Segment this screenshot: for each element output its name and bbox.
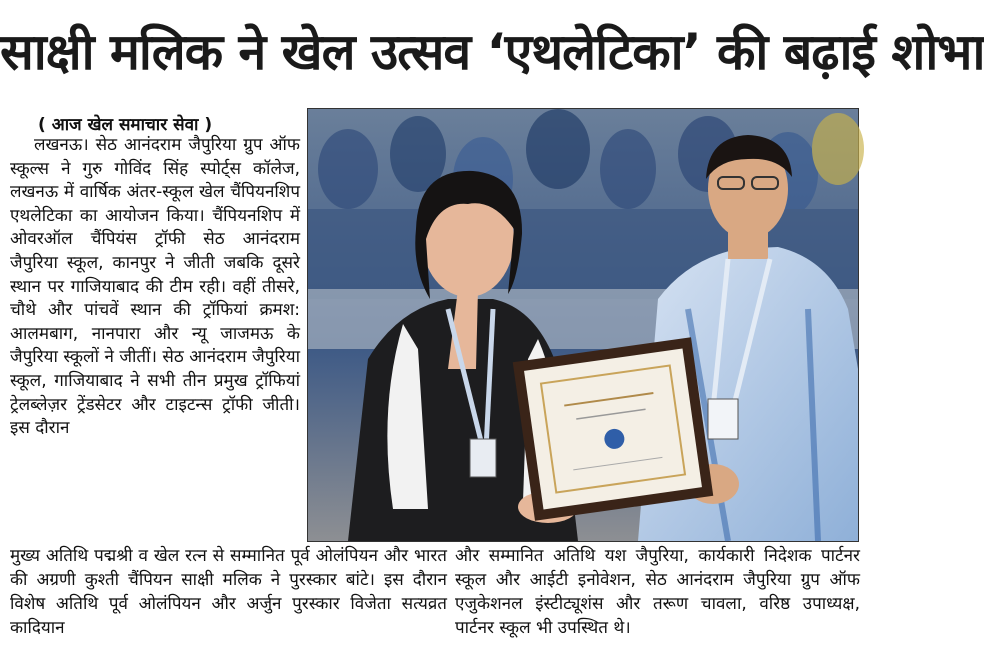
article-column-bottom-right: [455, 544, 860, 640]
article-paragraph: मुख्य अतिथि पद्मश्री व खेल रत्न से सम्मानित पूर्व ओलंपियन और भारत की अग्रणी कुश्ती चैंपियन साक्षी मलिक ने पुरस्कार बांटे। इस दौरान विशेष अतिथि पूर्व ओलंपियन और अर्जुन पुरस्कार विजेता सत्यव्रत कादियान: [10, 546, 447, 638]
news-source: ( आज खेल समाचार सेवा ): [38, 115, 213, 135]
article-paragraph: और सम्मानित अतिथि यश जैपुरिया, कार्यकारी निदेशक पार्टनर स्कूल और आईटी इनोवेशन, सेठ आनंदराम जैपुरिया ग्रुप ऑफ एजुकेशनल इंस्टीट्यूशंस और तरूण चावला, वरिष्ठ उपाध्यक्ष, पार्टनर स्कूल भी उपस्थित थे।: [455, 546, 860, 638]
headline: साक्षी मलिक ने खेल उत्सव ‘एथलेटिका’ की बढ़ाई शोभा: [0, 23, 984, 81]
article-column-bottom-left: [10, 544, 447, 640]
article-paragraph: लखनऊ। सेठ आनंदराम जैपुरिया ग्रुप ऑफ स्कूल्स ने गुरु गोविंद सिंह स्पोर्ट्स कॉलेज, लखनऊ में वार्षिक अंतर-स्कूल खेल चैंपियनशिप एथलेटिका का आयोजन किया। चैंपियनशिप में ओवरऑल चैंपियंस ट्रॉफी सेठ आनंदराम जैपुरिया स्कूल, कानपुर ने जीती जबकि दूसरे स्थान पर गाजियाबाद की टीम रही। वहीं तीसरे, चौथे और पांचवें स्थान की ट्रॉफियां क्रमश: आलमबाग, नानपारा और न्यू जाजमऊ के जैपुरिया स्कूलों ने जीतीं। सेठ आनंदराम जैपुरिया स्कूल, गाजियाबाद ने सभी तीन प्रमुख ट्रॉफियां ट्रेलब्लेज़र ट्रेंडसेटर और टाइटन्स ट्रॉफी जीती। इस दौरान: [10, 135, 300, 439]
article-column-left: [10, 134, 300, 441]
article-photo: [307, 108, 859, 542]
